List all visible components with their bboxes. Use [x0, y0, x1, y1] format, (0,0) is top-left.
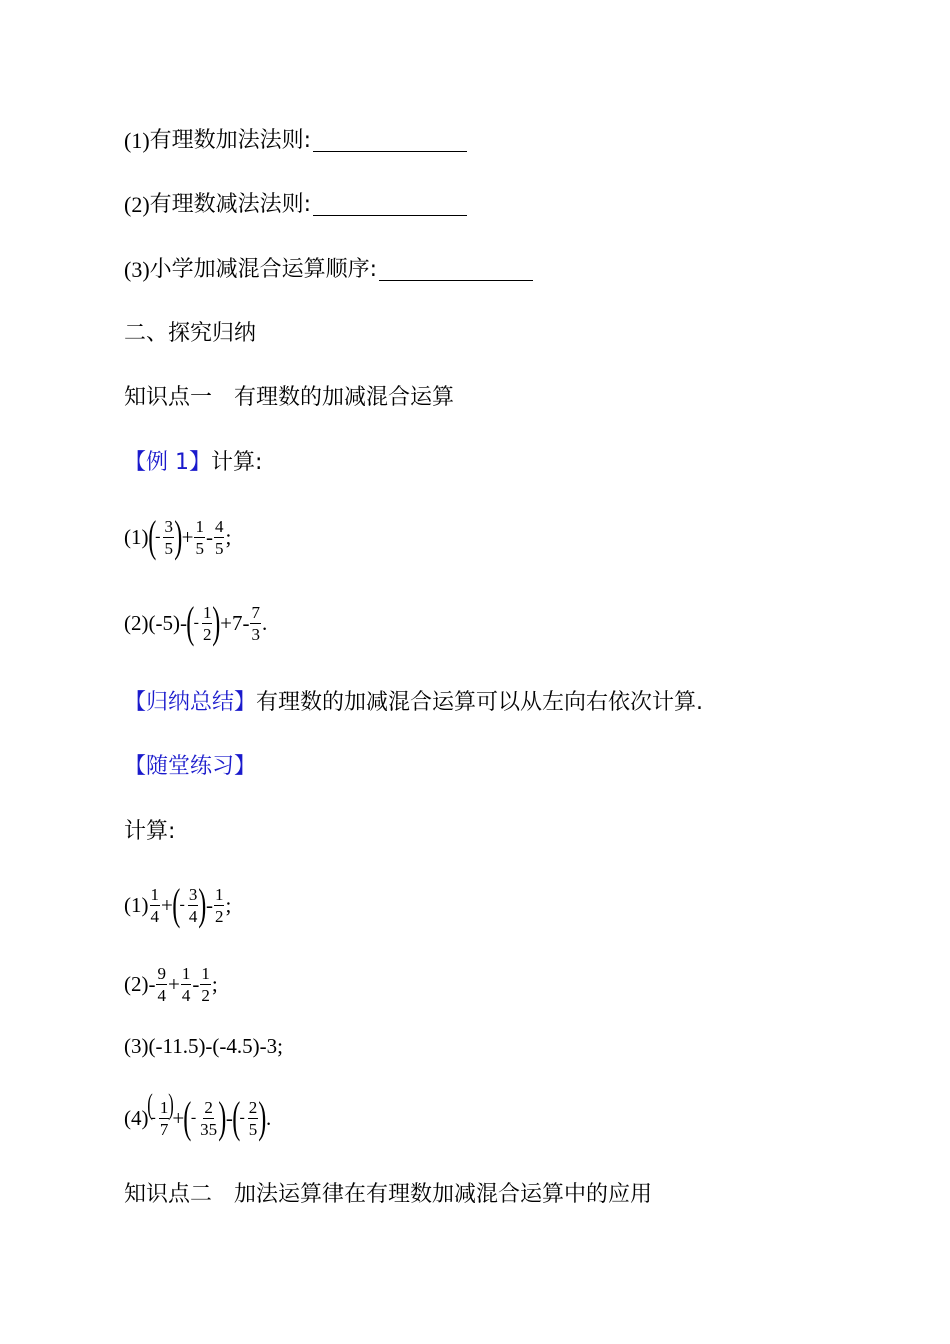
minus-sign: -	[155, 528, 161, 545]
numerator: 3	[164, 516, 173, 536]
terminator: .	[265, 1106, 272, 1130]
denominator: 5	[164, 538, 173, 558]
left-paren: (	[232, 1093, 241, 1142]
denominator: 4	[188, 906, 198, 926]
example-text: 计算:	[211, 450, 263, 475]
fraction	[214, 885, 225, 926]
question-text: 有理数减法法则:	[149, 192, 312, 217]
numerator: 3	[188, 884, 198, 904]
denominator: 35	[200, 1119, 218, 1139]
summary-label: 【归纳总结】	[124, 690, 257, 715]
example-1-heading	[124, 448, 262, 478]
right-paren: )	[258, 1093, 267, 1142]
numerator: 1	[159, 1097, 169, 1117]
minus-sign: -	[150, 1109, 156, 1126]
review-question-3	[124, 255, 533, 285]
denominator: 5	[214, 538, 224, 558]
numerator: 7	[251, 602, 260, 622]
example-label: 【例 1】	[124, 450, 211, 475]
plus-sign: +	[167, 972, 180, 996]
question-number: (1)	[124, 128, 150, 153]
left-paren: (	[172, 880, 181, 929]
denominator: 4	[150, 906, 159, 926]
problem-prefix: (2)-	[124, 972, 156, 996]
right-paren: )	[168, 1088, 175, 1121]
summary	[124, 688, 703, 718]
minus-sign: -	[205, 893, 213, 917]
fraction	[150, 885, 161, 926]
denominator: 5	[248, 1119, 258, 1139]
fraction	[250, 603, 261, 644]
minus-sign: -	[225, 1106, 233, 1130]
terminator: .	[261, 611, 268, 635]
numerator: 1	[150, 884, 159, 904]
question-text: 小学加减混合运算顺序:	[149, 257, 378, 282]
problem-prefix: (2)(-5)-	[124, 611, 187, 635]
fraction	[248, 1098, 259, 1139]
question-text: 有理数加法法则:	[149, 128, 312, 153]
minus-sign: -	[192, 972, 200, 996]
terminator: ;	[211, 972, 218, 996]
section-heading: 二、探究归纳	[124, 321, 257, 346]
left-paren: (	[147, 512, 156, 561]
numerator: 9	[157, 963, 166, 983]
denominator: 2	[214, 906, 224, 926]
plus-sign: +	[161, 893, 173, 917]
practice-heading	[124, 752, 256, 782]
minus-sign: -	[179, 896, 185, 913]
denominator: 5	[195, 538, 204, 558]
example-1-problem-2	[124, 598, 267, 648]
denominator: 4	[181, 985, 191, 1005]
minus-sign: -	[205, 525, 213, 549]
answer-blank[interactable]	[313, 131, 467, 152]
review-question-2	[124, 190, 467, 220]
problem-number: (1)	[124, 893, 149, 917]
numerator: 1	[201, 963, 210, 983]
denominator: 2	[202, 624, 212, 644]
right-paren: )	[218, 1093, 227, 1142]
minus-sign: -	[239, 1109, 245, 1126]
terminator: ;	[225, 525, 232, 549]
practice-problem-4	[124, 1090, 271, 1146]
right-paren: )	[212, 598, 221, 647]
fraction	[181, 964, 192, 1005]
fraction	[163, 517, 174, 558]
numerator: 2	[248, 1097, 258, 1117]
fraction	[156, 964, 167, 1005]
left-paren: (	[183, 1093, 192, 1142]
denominator: 3	[251, 624, 260, 644]
numerator: 1	[195, 516, 204, 536]
problem-number: (1)	[124, 525, 149, 549]
numerator: 1	[214, 884, 224, 904]
practice-problem-1	[124, 880, 231, 930]
numerator: 1	[181, 963, 191, 983]
problem-number: (4)	[124, 1106, 149, 1130]
minus-sign: -	[190, 1109, 197, 1126]
left-paren: (	[146, 1088, 153, 1121]
denominator: 2	[201, 985, 210, 1005]
practice-label: 【随堂练习】	[124, 754, 257, 779]
denominator: 7	[159, 1119, 169, 1139]
example-1-problem-1	[124, 512, 231, 562]
review-question-1	[124, 126, 467, 156]
answer-blank[interactable]	[313, 195, 467, 216]
summary-text: 有理数的加减混合运算可以从左向右依次计算.	[256, 690, 704, 715]
practice-problem-2	[124, 961, 218, 1007]
right-paren: )	[198, 880, 207, 929]
terminator: ;	[225, 893, 232, 917]
right-paren: )	[174, 512, 183, 561]
question-number: (2)	[124, 192, 150, 217]
numerator: 1	[202, 602, 212, 622]
question-number: (3)	[124, 257, 150, 282]
fraction	[188, 885, 199, 926]
numerator: 2	[204, 1097, 213, 1117]
fraction	[202, 603, 213, 644]
plus-sign: +	[181, 525, 194, 549]
answer-blank[interactable]	[379, 260, 533, 281]
left-paren: (	[186, 598, 195, 647]
plus-sign: +	[172, 1106, 185, 1130]
fraction	[200, 964, 211, 1005]
practice-intro: 计算:	[124, 819, 176, 844]
numerator: 4	[214, 516, 224, 536]
fraction	[194, 517, 205, 558]
expression-middle: +7-	[220, 611, 250, 635]
knowledge-point-2-title: 知识点二 加法运算律在有理数加减混合运算中的应用	[124, 1182, 653, 1207]
minus-sign: -	[193, 614, 199, 631]
denominator: 4	[157, 985, 166, 1005]
fraction	[214, 517, 225, 558]
fraction	[199, 1098, 218, 1139]
knowledge-point-1-title: 知识点一 有理数的加减混合运算	[124, 385, 455, 410]
practice-problem-3: (3)(-11.5)-(-4.5)-3;	[124, 1034, 283, 1058]
